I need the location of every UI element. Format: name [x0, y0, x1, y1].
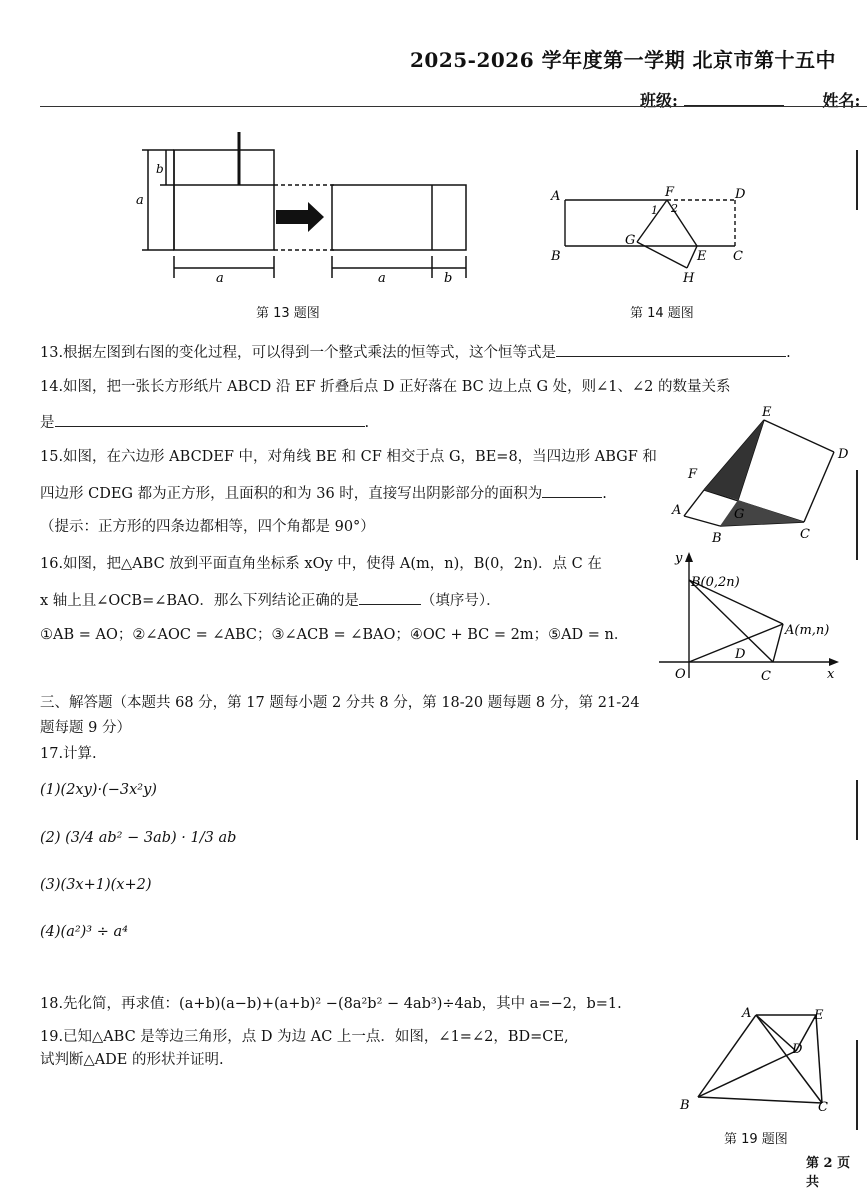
figure-14 [545, 180, 765, 295]
answer-blank-15[interactable] [542, 483, 602, 498]
question-16-options: ①AB = AO；②∠AOC = ∠ABC；③∠ACB = ∠BAO；④OC + BC = 2m；⑤AD = n． [40, 627, 629, 643]
question-15-line2: 四边形 CDEG 都为正方形，且面积的和为 36 时，直接写出阴影部分的面积为 . [40, 483, 607, 504]
figure-13 [128, 128, 478, 303]
answer-blank-13[interactable] [556, 342, 786, 357]
fig19-label-C: C [818, 1100, 828, 1115]
question-14-text: 是 [40, 415, 55, 431]
question-17-2: (2) (3/4 ab² − 3ab) · 1/3 ab [40, 830, 237, 846]
fig14-label-2: 2 [671, 202, 678, 215]
class-name-line [640, 88, 860, 111]
fig13-label-b: b [156, 162, 164, 176]
fig15-label-E: E [762, 405, 772, 420]
question-16-tail: （填序号）． [420, 593, 501, 609]
page-number: 第 2 页 共 [806, 1156, 851, 1190]
fig13-label-b2: b [444, 271, 453, 286]
fig16-label-B: B(0,2n) [691, 575, 740, 590]
fig14-label-G: G [625, 233, 636, 248]
question-17-1: (1)(2xy)·(−3x²y) [40, 782, 157, 798]
scan-edge-mark [856, 150, 858, 210]
question-16-line1: 16.如图，把△ABC 放到平面直角坐标系 xOy 中，使得 A(m，n)，B(0，2n)．点 C 在 [40, 556, 602, 572]
fig15-label-A: A [672, 503, 682, 518]
fig13-caption: 第 13 题图 [256, 306, 320, 321]
header-rule [40, 106, 867, 107]
scan-edge-mark [856, 1040, 858, 1130]
fig14-label-H: H [683, 271, 695, 286]
answer-blank-16[interactable] [359, 590, 421, 605]
fig16-label-D: D [735, 647, 746, 662]
class-blank [684, 91, 784, 106]
fig14-label-C: C [733, 249, 743, 264]
fig19-label-B: B [680, 1098, 690, 1113]
question-13: 13.根据左图到右图的变化过程，可以得到一个整式乘法的恒等式，这个恒等式是 . [40, 342, 791, 363]
question-19-line1: 19.已知△ABC 是等边三角形，点 D 为边 AC 上一点．如图，∠1=∠2，BD=CE, [40, 1029, 569, 1045]
fig14-label-1: 1 [651, 204, 658, 217]
fig15-label-B: B [712, 531, 722, 546]
fig16-label-y: y [675, 551, 683, 566]
fig15-label-C: C [800, 527, 810, 542]
exam-title: 2025-2026 学年度第一学期 北京市第十五中 [410, 48, 837, 72]
fig19-label-E: E [814, 1008, 824, 1023]
question-17-4: (4)(a²)³ ÷ a⁴ [40, 924, 128, 940]
fig13-label-a3: a [378, 271, 386, 286]
section-3-header-line1: 三、解答题（本题共 68 分，第 17 题每小题 2 分共 8 分，第 18-20 题每题 8 分，第 21-24 [40, 695, 640, 711]
fig19-caption: 第 19 题图 [724, 1132, 788, 1147]
question-17: 17.计算. [40, 746, 97, 762]
fig16-label-x: x [827, 667, 835, 682]
figure-19 [672, 1005, 842, 1120]
fig15-label-D: D [838, 447, 849, 462]
fig15-label-F: F [688, 467, 698, 482]
name-label: 姓名: [822, 91, 861, 110]
class-label: 班级: [640, 91, 678, 110]
fig13-label-a: a [136, 193, 144, 208]
question-18: 18.先化简，再求值：(a+b)(a−b)+(a+b)² −(8a²b² − 4ab³)÷4ab，其中 a=−2，b=1. [40, 996, 622, 1012]
question-17-3: (3)(3x+1)(x+2) [40, 877, 152, 893]
fig19-label-D: D [792, 1042, 803, 1057]
fig16-label-O: O [675, 667, 686, 682]
figure-15 [668, 400, 858, 550]
section-3-header-line2: 题每题 9 分） [40, 720, 131, 736]
question-19-line2: 试判断△ADE 的形状并证明. [40, 1052, 224, 1068]
fig14-label-F: F [665, 185, 675, 200]
question-15-text: 四边形 CDEG 都为正方形，且面积的和为 36 时，直接写出阴影部分的面积为 [40, 486, 543, 502]
fig16-label-C: C [761, 669, 771, 684]
fig14-caption: 第 14 题图 [630, 306, 694, 321]
fig14-label-D: D [735, 187, 746, 202]
question-13-text: 13.根据左图到右图的变化过程，可以得到一个整式乘法的恒等式，这个恒等式是 [40, 345, 557, 361]
figure-16 [655, 550, 855, 690]
question-16-text: x 轴上且∠OCB=∠BAO．那么下列结论正确的是 [40, 593, 359, 609]
answer-blank-14[interactable] [55, 412, 365, 427]
question-15-hint: （提示：正方形的四条边都相等，四个角都是 90°） [40, 519, 375, 535]
fig14-label-E: E [697, 249, 707, 264]
question-14-line2: 是 . [40, 412, 369, 433]
scan-edge-mark [856, 780, 858, 840]
fig16-label-A: A(m,n) [785, 623, 830, 638]
fig19-label-A: A [742, 1006, 752, 1021]
question-15-line1: 15.如图，在六边形 ABCDEF 中，对角线 BE 和 CF 相交于点 G，BE=8，当四边形 ABGF 和 [40, 449, 657, 465]
fig15-label-G: G [734, 507, 745, 522]
fig13-label-a2: a [216, 271, 224, 286]
fig14-label-A: A [551, 189, 561, 204]
question-14-line1: 14.如图，把一张长方形纸片 ABCD 沿 EF 折叠后点 D 正好落在 BC 边上点 G 处，则∠1、∠2 的数量关系 [40, 379, 731, 395]
question-16-line2 [40, 590, 501, 611]
fig14-label-B: B [551, 249, 561, 264]
